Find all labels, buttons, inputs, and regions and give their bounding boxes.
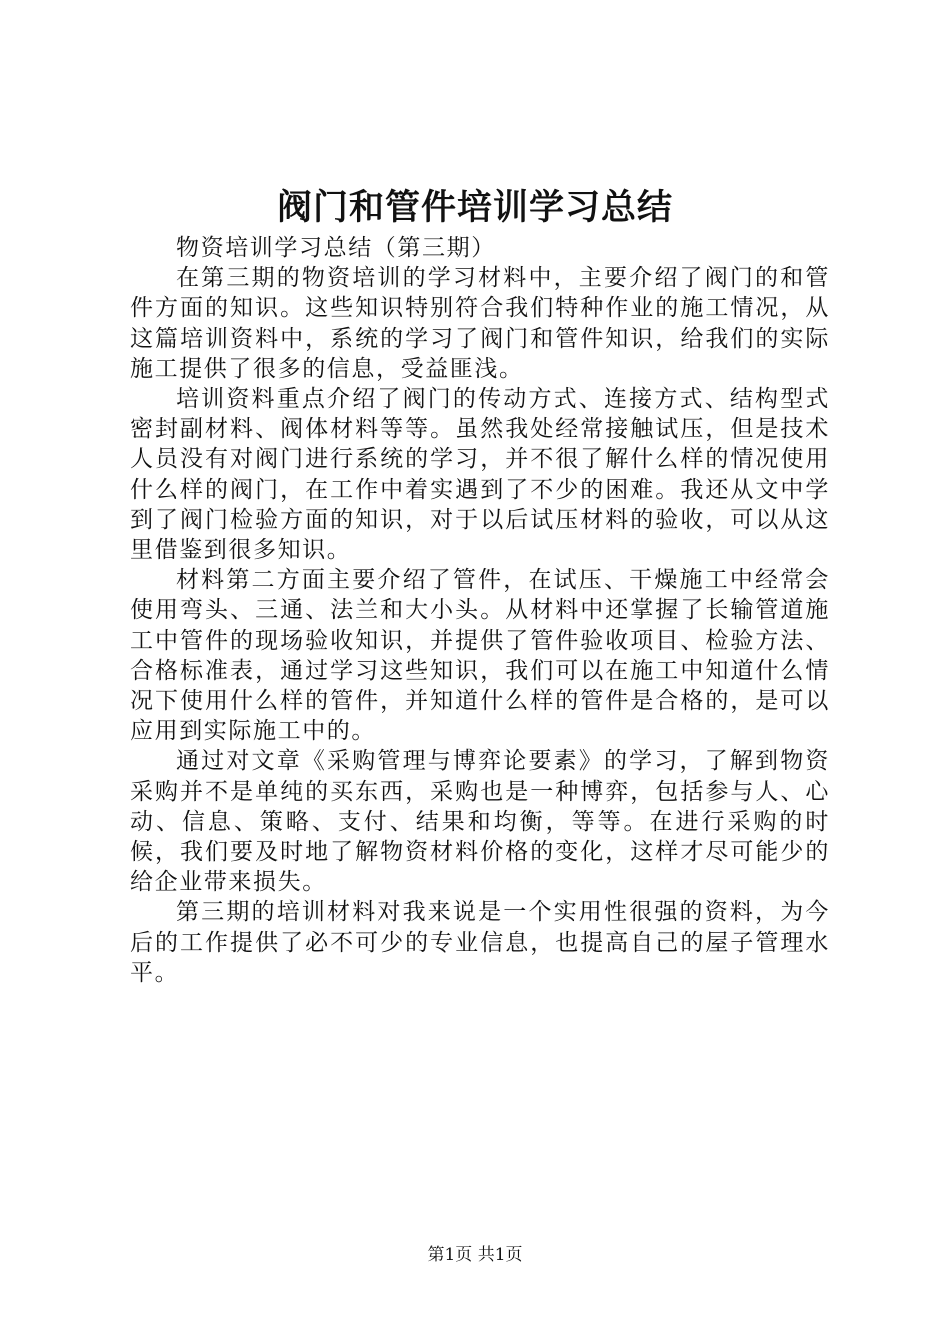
- page-footer: 第1页 共1页: [427, 1245, 523, 1265]
- document-title: 阀门和管件培训学习总结: [276, 187, 673, 228]
- paragraph: 材料第二方面主要介绍了管件，在试压、干燥施工中经常会使用弯头、三通、法兰和大小头。从材料中还掌握了长输管道施工中管件的现场验收知识，并提供了管件验收项目、检验方法、合格标准表，通过学习这些知识，我们可以在施工中知道什么情况下使用什么样的管件，并知道什么样的管件是合格的，是可以应用到实际施工中的。: [130, 567, 830, 745]
- paragraph: 通过对文章《采购管理与博弈论要素》的学习，了解到物资采购并不是单纯的买东西，采购也是一种博弈，包括参与人、心动、信息、策略、支付、结果和均衡，等等。在进行采购的时候，我们要及时地了解物资材料价格的变化，这样才尽可能少的给企业带来损失。: [130, 748, 830, 896]
- paragraph: 在第三期的物资培训的学习材料中，主要介绍了阀门的和管件方面的知识。这些知识特别符合我们特种作业的施工情况，从这篇培训资料中，系统的学习了阀门和管件知识，给我们的实际施工提供了很多的信息，受益匪浅。: [130, 265, 830, 382]
- document-body: [130, 233, 830, 988]
- paragraph: 第三期的培训材料对我来说是一个实用性很强的资料，为今后的工作提供了必不可少的专业信息，也提高自己的屋子管理水平。: [130, 899, 830, 986]
- paragraph: 培训资料重点介绍了阀门的传动方式、连接方式、结构型式密封副材料、阀体材料等等。虽然我处经常接触试压，但是技术人员没有对阀门进行系统的学习，并不很了解什么样的情况使用什么样的阀门，在工作中着实遇到了不少的困难。我还从文中学到了阀门检验方面的知识，对于以后试压材料的验收，可以从这里借鉴到很多知识。: [130, 386, 830, 564]
- document-subtitle: 物资培训学习总结（第三期）: [176, 235, 496, 261]
